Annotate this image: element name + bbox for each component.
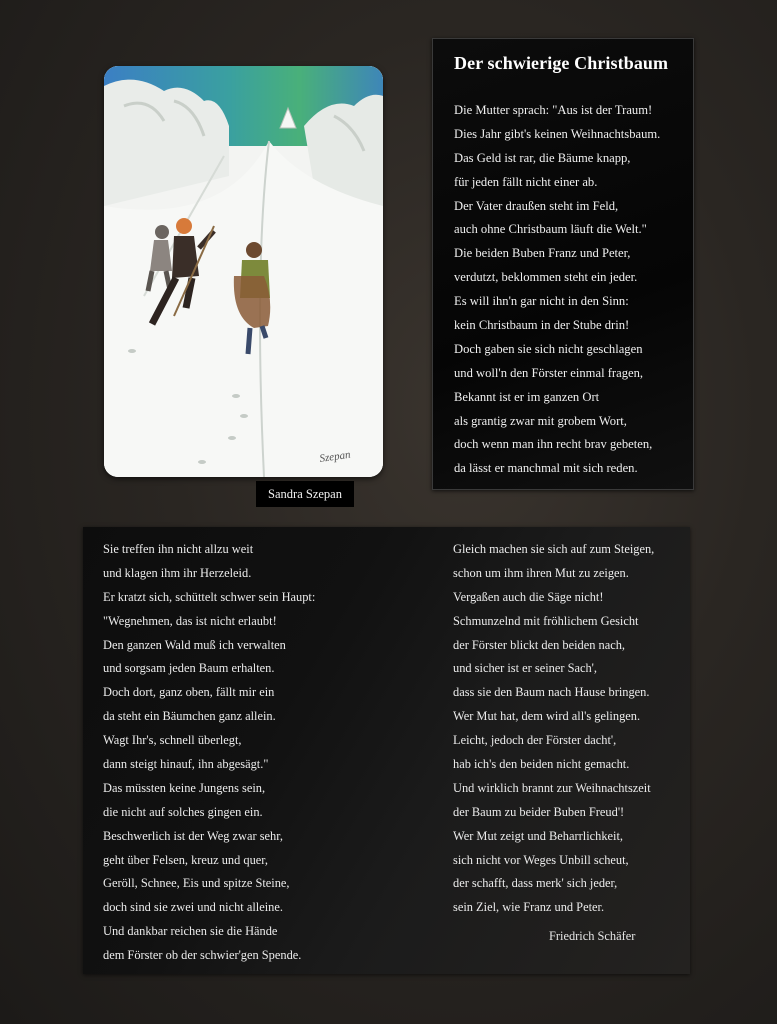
poem-line: da steht ein Bäumchen ganz allein. — [103, 709, 276, 724]
poem-line: Der Vater draußen steht im Feld, — [454, 198, 619, 213]
poem-line: kein Christbaum in der Stube drin! — [454, 318, 630, 333]
poem-column-right — [453, 538, 654, 920]
poem-line: Wer Mut zeigt und Beharrlichkeit, — [453, 828, 624, 843]
poem-line: Schmunzelnd mit fröhlichem Gesicht — [453, 613, 639, 628]
painting-caption: Sandra Szepan — [256, 481, 354, 507]
poem-line: als grantig zwar mit grobem Wort, — [454, 413, 627, 428]
poem-line: Das Geld ist rar, die Bäume knapp, — [454, 150, 631, 165]
poem-line: Sie treffen ihn nicht allzu weit — [103, 542, 254, 556]
poem-line: schon um ihm ihren Mut zu zeigen. — [453, 565, 629, 580]
poem-line: hab ich's den beiden nicht gemacht. — [453, 757, 630, 772]
poem-line: Doch gaben sie sich nicht geschlagen — [454, 341, 643, 356]
poem-author: Friedrich Schäfer — [549, 929, 636, 943]
poem-line: Die Mutter sprach: "Aus ist der Traum! — [454, 103, 653, 117]
poem-line: Dies Jahr gibt's keinen Weihnachtsbaum. — [454, 126, 661, 141]
poem-title: Der schwierige Christbaum — [454, 53, 669, 73]
poem-line: der schafft, dass merk' sich jeder, — [453, 876, 618, 891]
poem-line: Er kratzt sich, schüttelt schwer sein Haupt: — [103, 589, 316, 604]
poem-line: Gleich machen sie sich auf zum Steigen, — [453, 542, 655, 556]
poem-line: und klagen ihm ihr Herzeleid. — [103, 565, 252, 580]
poem-line: geht über Felsen, kreuz und quer, — [103, 852, 269, 867]
poem-line: Geröll, Schnee, Eis und spitze Steine, — [103, 876, 290, 891]
poem-line: doch wenn man ihn recht brav gebeten, — [454, 437, 653, 452]
poem-stanza-top — [454, 99, 660, 481]
poem-line: und sicher ist er seiner Sach', — [453, 661, 597, 676]
poem-line: sein Ziel, wie Franz und Peter. — [453, 900, 605, 915]
poem-continuation-panel — [83, 527, 690, 974]
poem-line: Vergaßen auch die Säge nicht! — [453, 589, 604, 604]
poem-line: Den ganzen Wald muß ich verwalten — [103, 637, 286, 652]
poem-line: doch sind sie zwei und nicht alleine. — [103, 900, 283, 915]
poem-line: dann steigt hinauf, ihn abgesägt." — [103, 757, 269, 772]
poem-line: sich nicht vor Weges Unbill scheut, — [453, 852, 629, 867]
poem-line: Bekannt ist er im ganzen Ort — [454, 389, 600, 404]
poem-line: der Baum zu beider Buben Freud'! — [453, 804, 625, 819]
poem-line: und sorgsam jeden Baum erhalten. — [103, 661, 275, 676]
poem-line: verdutzt, beklommen steht ein jeder. — [454, 270, 638, 285]
poem-line: Es will ihn'n gar nicht in den Sinn: — [454, 294, 629, 309]
winter-painting — [104, 66, 383, 477]
poem-line: und woll'n den Förster einmal fragen, — [454, 365, 644, 380]
poem-line: Das müssten keine Jungens sein, — [103, 780, 266, 795]
poem-line: Und wirklich brannt zur Weihnachtszeit — [453, 780, 651, 795]
poem-line: Und dankbar reichen sie die Hände — [103, 924, 278, 939]
poem-line: die nicht auf solches gingen ein. — [103, 804, 263, 819]
poem-line: dass sie den Baum nach Hause bringen. — [453, 685, 650, 700]
poem-line: "Wegnehmen, das ist nicht erlaubt! — [103, 613, 277, 628]
poem-line: dem Förster ob der schwier'gen Spende. — [103, 948, 302, 963]
svg-text:Szepan: Szepan — [318, 448, 352, 465]
poem-line: Wer Mut hat, dem wird all's gelingen. — [453, 709, 641, 724]
poem-line: Doch dort, ganz oben, fällt mir ein — [103, 685, 275, 700]
poem-column-left — [103, 538, 315, 968]
poem-line: Die beiden Buben Franz und Peter, — [454, 246, 631, 261]
poem-title-card — [432, 38, 694, 490]
poem-line: da lässt er manchmal mit sich reden. — [454, 461, 638, 476]
snow-scene-illustration — [104, 66, 383, 477]
poem-line: für jeden fällt nicht einer ab. — [454, 174, 598, 189]
poem-line: Leicht, jedoch der Förster dacht', — [453, 733, 617, 748]
poem-line: der Förster blickt den beiden nach, — [453, 637, 626, 652]
poem-line: Wagt Ihr's, schnell überlegt, — [103, 733, 242, 748]
poem-line: Beschwerlich ist der Weg zwar sehr, — [103, 828, 283, 843]
poem-line: auch ohne Christbaum läuft die Welt." — [454, 222, 647, 237]
